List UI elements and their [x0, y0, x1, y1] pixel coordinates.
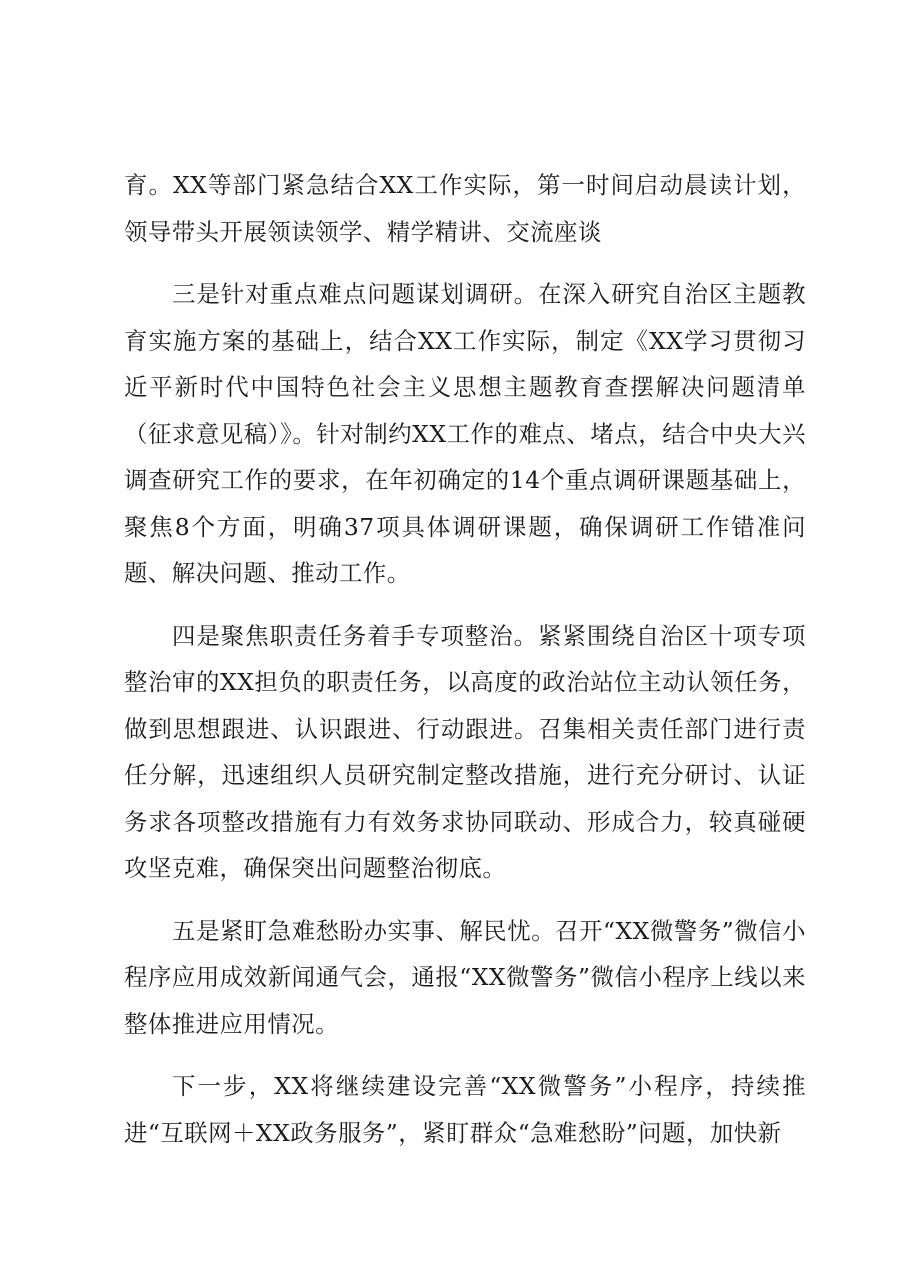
paragraph-1: 育。XX等部门紧急结合XX工作实际，第一时间启动晨读计划，领导带头开展领读领学、精学精讲、交流座谈: [124, 171, 806, 246]
paragraph-4: 五是紧盯急难愁盼办实事、解民忧。召开“XX微警务”微信小程序应用成效新闻通气会，通报“XX微警务”微信小程序上线以来整体推进应用情况。: [124, 916, 806, 1038]
document-body: [124, 162, 806, 1172]
paragraph-3: 四是聚焦职责任务着手专项整治。紧紧围绕自治区十项专项整治审的XX担负的职责任务，以高度的政治站位主动认领任务，做到思想跟进、认识跟进、行动跟进。召集相关责任部门进行责任分解，迅速组织人员研究制定整改措施，进行充分研讨、认证务求各项整改措施有力有效务求协同联动、形成合力，较真碰硬攻坚克难，确保突出问题整治彻底。: [124, 621, 806, 882]
paragraph-5: 下一步，XX将继续建设完善“XX微警务”小程序，持续推进“互联网＋XX政务服务”，紧盯群众“急难愁盼”问题，加快新: [124, 1072, 806, 1147]
paragraph-2: 三是针对重点难点问题谋划调研。在深入研究自治区主题教育实施方案的基础上，结合XX工作实际，制定《XX学习贯彻习近平新时代中国特色社会主义思想主题教育查摆解决问题清单（征求意见稿）》。针对制约XX工作的难点、堵点，结合中央大兴调查研究工作的要求，在年初确定的14个重点调研课题基础上，聚焦8个方面，明确37项具体调研课题，确保调研工作错准问题、解决问题、推动工作。: [124, 280, 806, 587]
